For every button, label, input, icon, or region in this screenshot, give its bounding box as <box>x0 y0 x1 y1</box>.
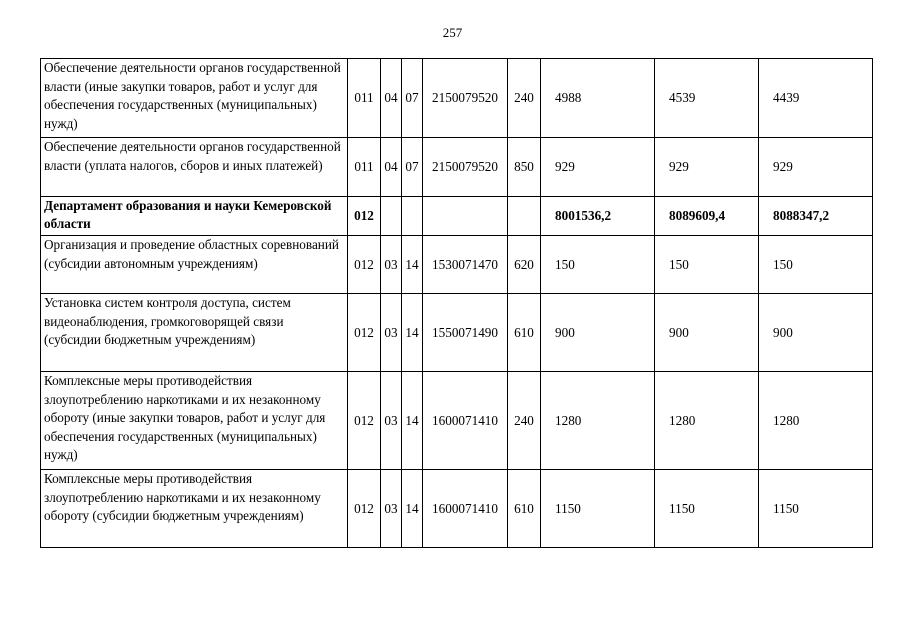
subsection-code: 07 <box>402 138 423 197</box>
amount-year-3: 4439 <box>759 59 873 138</box>
target-article-code: 2150079520 <box>423 138 508 197</box>
section-code: 03 <box>381 470 402 548</box>
target-article-code: 1550071490 <box>423 294 508 372</box>
amount-year-1: 1150 <box>541 470 655 548</box>
table-row <box>41 372 873 470</box>
row-name: Департамент образования и науки Кемеровской области <box>41 197 348 236</box>
dept-code: 012 <box>348 236 381 294</box>
section-code: 04 <box>381 138 402 197</box>
section-code: 03 <box>381 236 402 294</box>
table-row-department <box>41 197 873 236</box>
budget-table <box>40 58 873 548</box>
amount-year-3: 8088347,2 <box>759 197 873 236</box>
subsection-code: 14 <box>402 372 423 470</box>
section-code: 04 <box>381 59 402 138</box>
target-article-code: 2150079520 <box>423 59 508 138</box>
amount-year-2: 1150 <box>655 470 759 548</box>
row-name: Организация и проведение областных соревнований (субсидии автономным учреждениям) <box>41 236 348 294</box>
expense-type-code: 240 <box>508 59 541 138</box>
expense-type-code: 240 <box>508 372 541 470</box>
row-name: Установка систем контроля доступа, систем видеонаблюдения, громкоговорящей связи (субсидии бюджетным учреждениям) <box>41 294 348 372</box>
section-code: 03 <box>381 372 402 470</box>
table-row <box>41 138 873 197</box>
amount-year-1: 900 <box>541 294 655 372</box>
expense-type-code: 610 <box>508 294 541 372</box>
amount-year-2: 1280 <box>655 372 759 470</box>
dept-code: 011 <box>348 138 381 197</box>
page-number: 257 <box>442 25 463 40</box>
subsection-code: 14 <box>402 236 423 294</box>
amount-year-2: 8089609,4 <box>655 197 759 236</box>
target-article-code <box>423 197 508 236</box>
dept-code: 012 <box>348 294 381 372</box>
subsection-code: 14 <box>402 470 423 548</box>
amount-year-3: 900 <box>759 294 873 372</box>
expense-type-code: 620 <box>508 236 541 294</box>
section-code: 03 <box>381 294 402 372</box>
amount-year-1: 4988 <box>541 59 655 138</box>
amount-year-3: 1150 <box>759 470 873 548</box>
row-name: Обеспечение деятельности органов государственной власти (уплата налогов, сборов и иных платежей) <box>41 138 348 197</box>
table-row <box>41 294 873 372</box>
amount-year-1: 929 <box>541 138 655 197</box>
subsection-code <box>402 197 423 236</box>
dept-code: 012 <box>348 470 381 548</box>
target-article-code: 1530071470 <box>423 236 508 294</box>
section-code <box>381 197 402 236</box>
table-row <box>41 470 873 548</box>
amount-year-3: 150 <box>759 236 873 294</box>
amount-year-1: 150 <box>541 236 655 294</box>
expense-type-code: 610 <box>508 470 541 548</box>
expense-type-code: 850 <box>508 138 541 197</box>
row-name: Комплексные меры противодействия злоупотреблению наркотиками и их незаконному обороту (иные закупки товаров, работ и услуг для обеспечения государственных (муниципальных) нужд) <box>41 372 348 470</box>
table-row <box>41 236 873 294</box>
dept-code: 012 <box>348 197 381 236</box>
expense-type-code <box>508 197 541 236</box>
target-article-code: 1600071410 <box>423 372 508 470</box>
amount-year-1: 1280 <box>541 372 655 470</box>
table-row <box>41 59 873 138</box>
target-article-code: 1600071410 <box>423 470 508 548</box>
subsection-code: 07 <box>402 59 423 138</box>
amount-year-2: 900 <box>655 294 759 372</box>
row-name: Комплексные меры противодействия злоупотреблению наркотиками и их незаконному обороту (субсидии бюджетным учреждениям) <box>41 470 348 548</box>
dept-code: 012 <box>348 372 381 470</box>
amount-year-2: 150 <box>655 236 759 294</box>
row-name: Обеспечение деятельности органов государственной власти (иные закупки товаров, работ и услуг для обеспечения государственных (муниципальных) нужд) <box>41 59 348 138</box>
dept-code: 011 <box>348 59 381 138</box>
amount-year-2: 4539 <box>655 59 759 138</box>
amount-year-3: 1280 <box>759 372 873 470</box>
amount-year-3: 929 <box>759 138 873 197</box>
subsection-code: 14 <box>402 294 423 372</box>
amount-year-2: 929 <box>655 138 759 197</box>
amount-year-1: 8001536,2 <box>541 197 655 236</box>
